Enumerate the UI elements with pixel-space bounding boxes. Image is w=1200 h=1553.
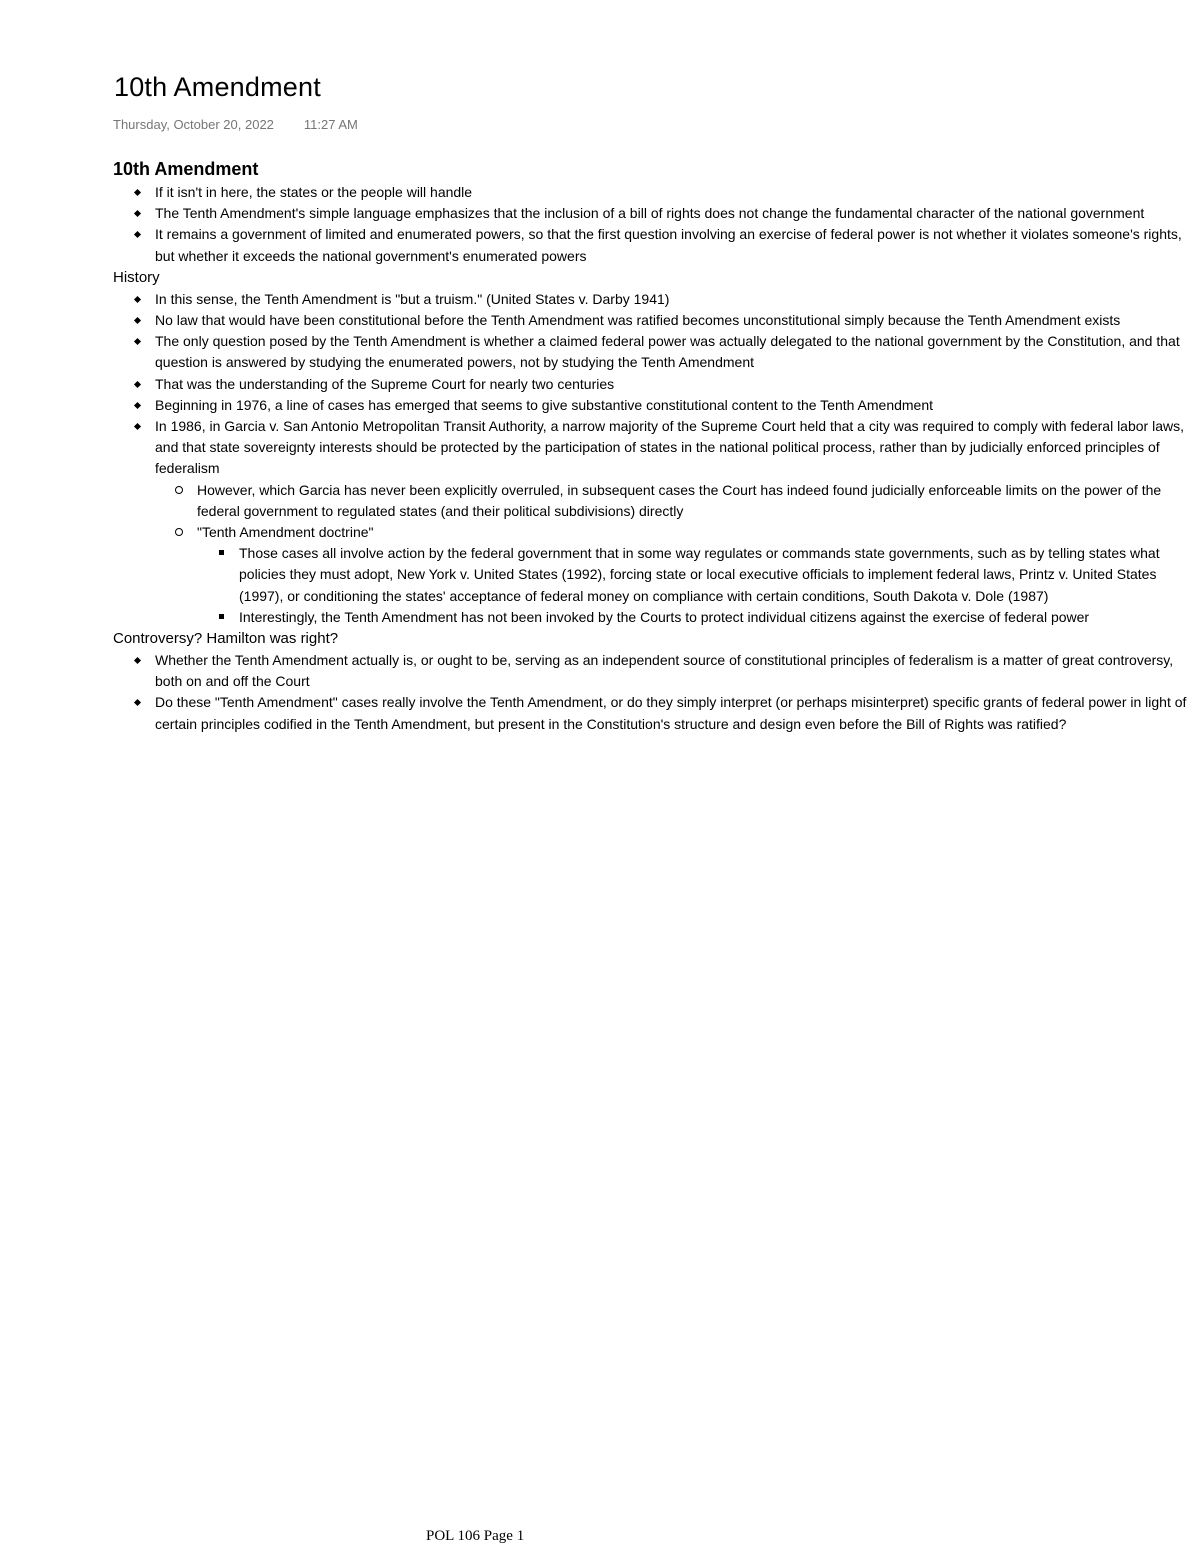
nested-list	[197, 543, 1189, 628]
section-1-list	[113, 182, 1189, 267]
section-heading-controversy: Controversy? Hamilton was right?	[113, 630, 339, 648]
list-item: In 1986, in Garcia v. San Antonio Metropolitan Transit Authority, a narrow majority of the Supreme Court held that a city was required to comply with federal labor laws, and that state sovereignty interests should be protected by the participation of states in the national political process, rather than by judicially enforced principles of federalism However, which Garcia has never been explicitly overruled, in subsequent cases the Court has indeed found judicially enforceable limits on the power of the federal government to regulated states (and their political subdivisions) directly "Tenth Amendment doctrine" Those cases all involve action by the federal government that in some way regulates or commands state governments, such as by telling states what policies they must adopt, New York v. United States (1992), forcing state or local executive officials to implement federal laws, Printz v. United States (1997), or conditioning the states' acceptance of federal money on compliance with certain conditions, South Dakota v. Dole (1987) Interestingly, the Tenth Amendment has not been invoked by the Courts to protect individual citizens against the exercise of federal power	[113, 416, 1189, 628]
square-bullet-icon	[219, 550, 224, 555]
diamond-bullet-icon	[134, 699, 141, 706]
list-item: If it isn't in here, the states or the people will handle	[113, 182, 1189, 203]
circle-bullet-icon	[175, 486, 183, 494]
section-3-list	[113, 650, 1189, 735]
list-item: In this sense, the Tenth Amendment is "but a truism." (United States v. Darby 1941)	[113, 289, 1189, 310]
circle-bullet-icon	[175, 528, 183, 536]
page-time: 11:27 AM	[303, 117, 358, 132]
list-item: However, which Garcia has never been explicitly overruled, in subsequent cases the Court has indeed found judicially enforceable limits on the power of the federal government to regulated states (and their political subdivisions) directly	[155, 480, 1189, 522]
list-item: Beginning in 1976, a line of cases has emerged that seems to give substantive constitutional content to the Tenth Amendment	[113, 395, 1189, 416]
diamond-bullet-icon	[134, 296, 141, 303]
diamond-bullet-icon	[134, 210, 141, 217]
page-timestamp	[113, 117, 358, 132]
section-heading-10th-amendment: 10th Amendment	[113, 159, 259, 179]
note-content	[113, 156, 1189, 735]
list-item: That was the understanding of the Supreme Court for nearly two centuries	[113, 374, 1189, 395]
list-item: The only question posed by the Tenth Amendment is whether a claimed federal power was actually delegated to the national government by the Constitution, and that question is answered by studying the enumerated powers, not by studying the Tenth Amendment	[113, 331, 1189, 373]
list-item: Those cases all involve action by the federal government that in some way regulates or commands state governments, such as by telling states what policies they must adopt, New York v. United States (1992), forcing state or local executive officials to implement federal laws, Printz v. United States (1997), or conditioning the states' acceptance of federal money on compliance with certain conditions, South Dakota v. Dole (1987)	[197, 543, 1189, 607]
list-item: Do these "Tenth Amendment" cases really involve the Tenth Amendment, or do they simply interpret (or perhaps misinterpret) specific grants of federal power in light of certain principles codified in the Tenth Amendment, but present in the Constitution's structure and design even before the Bill of Rights was ratified?	[113, 692, 1189, 734]
section-heading-history: History	[113, 268, 160, 286]
list-item: "Tenth Amendment doctrine" Those cases all involve action by the federal government that in some way regulates or commands state governments, such as by telling states what policies they must adopt, New York v. United States (1992), forcing state or local executive officials to implement federal laws, Printz v. United States (1997), or conditioning the states' acceptance of federal money on compliance with certain conditions, South Dakota v. Dole (1987) Interestingly, the Tenth Amendment has not been invoked by the Courts to protect individual citizens against the exercise of federal power	[155, 522, 1189, 628]
diamond-bullet-icon	[134, 338, 141, 345]
diamond-bullet-icon	[134, 402, 141, 409]
diamond-bullet-icon	[134, 189, 141, 196]
diamond-bullet-icon	[134, 231, 141, 238]
list-item: No law that would have been constitutional before the Tenth Amendment was ratified becomes unconstitutional simply because the Tenth Amendment exists	[113, 310, 1189, 331]
diamond-bullet-icon	[134, 657, 141, 664]
diamond-bullet-icon	[134, 317, 141, 324]
list-item: Interestingly, the Tenth Amendment has not been invoked by the Courts to protect individual citizens against the exercise of federal power	[197, 607, 1189, 628]
list-item: Whether the Tenth Amendment actually is, or ought to be, serving as an independent source of constitutional principles of federalism is a matter of great controversy, both on and off the Court	[113, 650, 1189, 692]
section-2-list	[113, 289, 1189, 628]
square-bullet-icon	[219, 614, 224, 619]
page-date: Thursday, October 20, 2022	[113, 117, 274, 132]
diamond-bullet-icon	[134, 423, 141, 430]
page-footer: POL 106 Page 1	[426, 1528, 525, 1544]
diamond-bullet-icon	[134, 381, 141, 388]
page-title: 10th Amendment	[114, 72, 321, 102]
list-item: It remains a government of limited and enumerated powers, so that the first question involving an exercise of federal power is not whether it violates someone's rights, but whether it exceeds the national government's enumerated powers	[113, 224, 1189, 266]
list-item: The Tenth Amendment's simple language emphasizes that the inclusion of a bill of rights does not change the fundamental character of the national government	[113, 203, 1189, 224]
nested-list	[155, 480, 1189, 628]
